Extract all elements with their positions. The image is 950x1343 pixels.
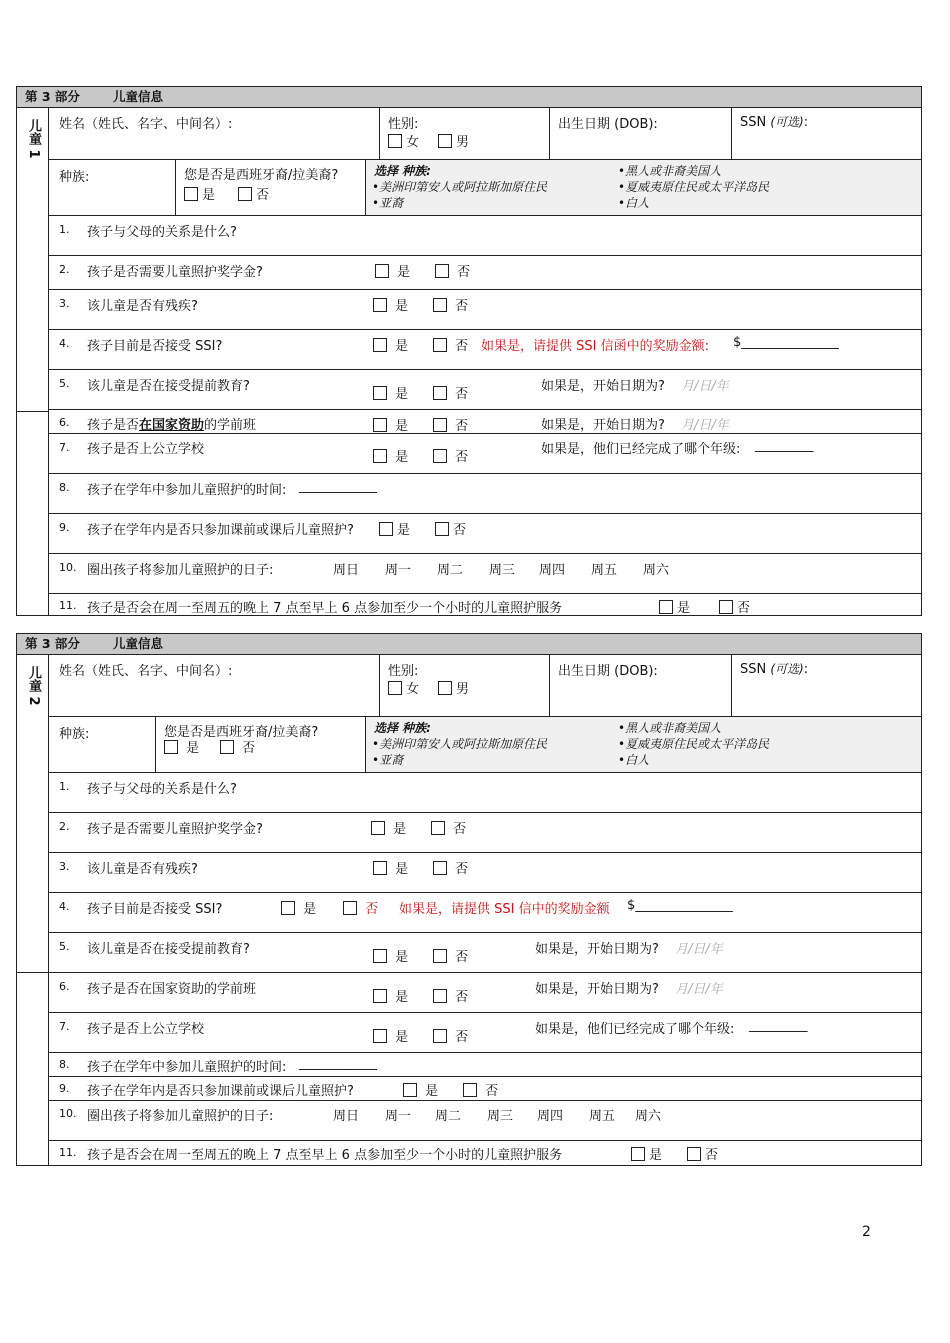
day-option[interactable]: 周一: [385, 563, 412, 578]
checkbox-icon[interactable]: [373, 338, 387, 352]
checkbox-icon[interactable]: [433, 386, 447, 400]
question-text: 该儿童是否在接受提前教育?: [87, 379, 250, 394]
child-2-section: [16, 633, 922, 1166]
child-side-label: 儿童 1: [26, 119, 41, 159]
day-option[interactable]: 周日: [333, 563, 360, 578]
identity-row: [49, 107, 921, 159]
race-label: 种族:: [59, 727, 90, 742]
checkbox-icon[interactable]: [371, 821, 385, 835]
gender-female-option[interactable]: 女: [388, 131, 419, 150]
no-option[interactable]: 否: [435, 519, 466, 538]
checkbox-icon[interactable]: [433, 338, 447, 352]
race-option[interactable]: •美洲印第安人或阿拉斯加原住民: [372, 737, 548, 751]
ssn-label: SSN (可选):: [740, 115, 809, 130]
gender-male-option[interactable]: 男: [438, 678, 469, 697]
checkbox-icon[interactable]: [433, 949, 447, 963]
no-option[interactable]: 否: [463, 1080, 498, 1099]
yes-option[interactable]: 是: [281, 898, 316, 917]
day-option[interactable]: 周六: [635, 1109, 662, 1124]
checkbox-icon[interactable]: [184, 187, 198, 201]
question-row: [49, 852, 921, 892]
section-title: 儿童信息: [113, 89, 164, 104]
gender-female-option[interactable]: 女: [388, 678, 419, 697]
race-select-label: 选择 种族:: [374, 721, 431, 735]
question-text: 孩子目前是否接受 SSI?: [87, 902, 223, 917]
hispanic-yes-option[interactable]: 是: [164, 737, 199, 756]
question-row: [49, 215, 921, 255]
question-number: 1.: [59, 223, 70, 236]
yes-option[interactable]: 是: [373, 1026, 408, 1045]
gender-male-option[interactable]: 男: [438, 131, 469, 150]
question-text: 孩子目前是否接受 SSI?: [87, 339, 223, 354]
grade-field[interactable]: _________: [755, 438, 814, 453]
no-option[interactable]: 否: [433, 446, 468, 465]
day-option[interactable]: 周六: [643, 563, 670, 578]
grade-label: 如果是，他们已经完成了哪个年级:: [535, 1022, 735, 1037]
question-row: [49, 255, 921, 289]
race-row: [49, 716, 921, 772]
question-row: [49, 593, 921, 615]
name-label: 姓名（姓氏、名字、中间名）:: [59, 664, 233, 679]
child-side-column: [17, 107, 49, 615]
checkbox-icon[interactable]: [435, 264, 449, 278]
race-option[interactable]: •夏威夷原住民或太平洋岛民: [618, 737, 770, 751]
checkbox-icon[interactable]: [433, 449, 447, 463]
question-number: 4.: [59, 337, 70, 350]
question-text: 孩子与父母的关系是什么?: [87, 225, 237, 240]
race-label: 种族:: [59, 170, 90, 185]
gender-label: 性别:: [388, 664, 419, 679]
hispanic-question: 您是否是西班牙裔/拉美裔?: [184, 168, 339, 183]
race-option[interactable]: •夏威夷原住民或太平洋岛民: [618, 180, 770, 194]
question-row: [49, 553, 921, 593]
yes-option[interactable]: 是: [371, 818, 406, 837]
checkbox-icon[interactable]: [433, 418, 447, 432]
side-divider: [17, 411, 49, 412]
checkbox-icon[interactable]: [373, 861, 387, 875]
day-option[interactable]: 周日: [333, 1109, 360, 1124]
day-option[interactable]: 周三: [487, 1109, 514, 1124]
yes-option[interactable]: 是: [373, 946, 408, 965]
checkbox-icon[interactable]: [238, 187, 252, 201]
start-date-label: 如果是，开始日期为?: [535, 942, 659, 957]
checkbox-icon[interactable]: [343, 901, 357, 915]
gender-label: 性别:: [388, 117, 419, 132]
checkbox-icon[interactable]: [438, 681, 452, 695]
ssn-cell: [731, 654, 921, 716]
ssn-cell: [731, 107, 921, 159]
start-date-label: 如果是，开始日期为?: [541, 379, 665, 394]
question-text: 孩子是否会在周一至周五的晚上 7 点至早上 6 点参加至少一个小时的儿童照护服务: [87, 601, 563, 616]
checkbox-icon[interactable]: [373, 418, 387, 432]
question-text: 该儿童是否有残疾?: [87, 862, 198, 877]
checkbox-icon[interactable]: [433, 989, 447, 1003]
checkbox-icon[interactable]: [281, 901, 295, 915]
hispanic-cell: [175, 160, 365, 215]
checkbox-icon[interactable]: [433, 1029, 447, 1043]
question-row: [49, 1052, 921, 1076]
hispanic-no-option[interactable]: 否: [220, 737, 255, 756]
day-option[interactable]: 周二: [437, 563, 464, 578]
question-row: [49, 892, 921, 932]
checkbox-icon[interactable]: [433, 861, 447, 875]
question-text: 孩子是否会在周一至周五的晚上 7 点至早上 6 点参加至少一个小时的儿童照护服务: [87, 1148, 563, 1163]
checkbox-icon[interactable]: [373, 1029, 387, 1043]
question-text: 孩子是否需要儿童照护奖学金?: [87, 265, 263, 280]
question-number: 6.: [59, 416, 70, 429]
no-option[interactable]: 否: [433, 1026, 468, 1045]
question-row: [49, 1076, 921, 1100]
child-side-label: 儿童 2: [26, 666, 41, 706]
question-row: [49, 409, 921, 433]
question-text: 孩子与父母的关系是什么?: [87, 782, 237, 797]
gender-cell: [379, 107, 549, 159]
checkbox-icon[interactable]: [375, 264, 389, 278]
question-number: 9.: [59, 1082, 70, 1095]
question-text: 孩子在学年中参加儿童照护的时间:: [87, 1060, 287, 1075]
day-option[interactable]: 周五: [591, 563, 618, 578]
no-option[interactable]: 否: [433, 415, 468, 434]
question-text: 孩子是否上公立学校: [87, 442, 205, 457]
question-number: 5.: [59, 940, 70, 953]
start-date-field[interactable]: 月/日/年: [681, 379, 729, 394]
checkbox-icon[interactable]: [373, 386, 387, 400]
day-option[interactable]: 周三: [489, 563, 516, 578]
question-row: [49, 812, 921, 852]
yes-option[interactable]: 是: [403, 1080, 438, 1099]
question-number: 2.: [59, 263, 70, 276]
question-number: 9.: [59, 521, 70, 534]
checkbox-icon[interactable]: [435, 522, 449, 536]
care-time-field[interactable]: ____________: [299, 479, 377, 494]
question-row: [49, 369, 921, 409]
checkbox-icon[interactable]: [379, 522, 393, 536]
section-header: [17, 87, 921, 108]
no-option[interactable]: 否: [433, 858, 468, 877]
no-option[interactable]: 否: [433, 383, 468, 402]
identity-row: [49, 654, 921, 716]
grade-label: 如果是，他们已经完成了哪个年级:: [541, 442, 741, 457]
race-option[interactable]: •黑人或非裔美国人: [618, 721, 722, 735]
no-option[interactable]: 否: [433, 335, 468, 354]
question-row: [49, 1012, 921, 1052]
hispanic-no-option[interactable]: 否: [238, 184, 269, 203]
question-number: 2.: [59, 820, 70, 833]
checkbox-icon[interactable]: [631, 1147, 645, 1161]
question-text: 孩子是否上公立学校: [87, 1022, 205, 1037]
hispanic-question: 您是否是西班牙裔/拉美裔?: [164, 725, 319, 740]
name-label: 姓名（姓氏、名字、中间名）:: [59, 117, 233, 132]
question-row: [49, 513, 921, 553]
checkbox-icon[interactable]: [220, 740, 234, 754]
question-number: 1.: [59, 780, 70, 793]
race-option[interactable]: •亚裔: [372, 196, 404, 210]
question-text: 孩子在学年中参加儿童照护的时间:: [87, 483, 287, 498]
race-option[interactable]: •白人: [618, 753, 650, 767]
race-option[interactable]: •亚裔: [372, 753, 404, 767]
ssn-label: SSN (可选):: [740, 662, 809, 677]
checkbox-icon[interactable]: [438, 134, 452, 148]
question-number: 7.: [59, 1020, 70, 1033]
question-number: 4.: [59, 900, 70, 913]
question-text: 孩子是否在国家资助的学前班: [87, 982, 257, 997]
yes-option[interactable]: 是: [379, 519, 410, 538]
question-number: 10.: [59, 1107, 77, 1120]
checkbox-icon[interactable]: [433, 298, 447, 312]
section-title: 儿童信息: [113, 636, 164, 651]
race-select-cell: [365, 717, 921, 772]
no-option[interactable]: 否: [433, 295, 468, 314]
no-option[interactable]: 否: [433, 946, 468, 965]
question-number: 3.: [59, 860, 70, 873]
question-row: [49, 772, 921, 812]
checkbox-icon[interactable]: [719, 600, 733, 614]
dob-cell: [549, 654, 731, 716]
ssi-note: 如果是，请提供 SSI 信函中的奖励金额:: [481, 339, 709, 354]
checkbox-icon[interactable]: [373, 949, 387, 963]
race-row: [49, 159, 921, 215]
question-number: 7.: [59, 441, 70, 454]
care-time-field[interactable]: ____________: [299, 1056, 377, 1071]
checkbox-icon[interactable]: [164, 740, 178, 754]
question-number: 3.: [59, 297, 70, 310]
yes-option[interactable]: 是: [373, 858, 408, 877]
race-option[interactable]: •白人: [618, 196, 650, 210]
race-select-cell: [365, 160, 921, 215]
gender-cell: [379, 654, 549, 716]
checkbox-icon[interactable]: [373, 449, 387, 463]
question-number: 6.: [59, 980, 70, 993]
day-option[interactable]: 周五: [589, 1109, 616, 1124]
grade-field[interactable]: _________: [749, 1018, 808, 1033]
race-option[interactable]: •黑人或非裔美国人: [618, 164, 722, 178]
no-option[interactable]: 否: [719, 597, 750, 616]
question-row: [49, 972, 921, 1012]
question-number: 8.: [59, 481, 70, 494]
question-text: 圈出孩子将参加儿童照护的日子:: [87, 1109, 274, 1124]
dob-label: 出生日期 (DOB):: [558, 117, 658, 132]
checkbox-icon[interactable]: [373, 298, 387, 312]
question-text: 孩子在学年内是否只参加课前或课后儿童照护?: [87, 1084, 354, 1099]
day-option[interactable]: 周四: [539, 563, 566, 578]
question-number: 11.: [59, 1146, 77, 1159]
dob-cell: [549, 107, 731, 159]
question-row: [49, 289, 921, 329]
section-label: 第 3 部分: [25, 89, 80, 104]
question-text: 圈出孩子将参加儿童照护的日子:: [87, 563, 274, 578]
yes-option[interactable]: 是: [373, 986, 408, 1005]
yes-option[interactable]: 是: [373, 415, 408, 434]
question-row: [49, 932, 921, 972]
checkbox-icon[interactable]: [687, 1147, 701, 1161]
question-number: 10.: [59, 561, 77, 574]
ssi-amount-field[interactable]: $_______________: [733, 335, 839, 350]
checkbox-icon[interactable]: [659, 600, 673, 614]
no-option[interactable]: 否: [687, 1144, 718, 1163]
checkbox-icon[interactable]: [373, 989, 387, 1003]
checkbox-icon[interactable]: [403, 1083, 417, 1097]
yes-option[interactable]: 是: [631, 1144, 662, 1163]
section-header: [17, 634, 921, 655]
no-option[interactable]: 否: [435, 261, 470, 280]
child-1-section: [16, 86, 922, 616]
yes-option[interactable]: 是: [373, 335, 408, 354]
hispanic-yes-option[interactable]: 是: [184, 184, 215, 203]
yes-option[interactable]: 是: [659, 597, 690, 616]
no-option[interactable]: 否: [433, 986, 468, 1005]
race-select-label: 选择 种族:: [374, 164, 431, 178]
question-number: 8.: [59, 1058, 70, 1071]
dob-label: 出生日期 (DOB):: [558, 664, 658, 679]
hispanic-cell: [155, 717, 365, 772]
question-number: 11.: [59, 599, 77, 612]
page-number: 2: [862, 1224, 871, 1240]
checkbox-icon[interactable]: [463, 1083, 477, 1097]
no-option[interactable]: 否: [431, 818, 466, 837]
day-option[interactable]: 周二: [435, 1109, 462, 1124]
start-date-field[interactable]: 月/日/年: [675, 982, 723, 997]
no-option[interactable]: 否: [343, 898, 378, 917]
start-date-field[interactable]: 月/日/年: [681, 418, 729, 433]
ssi-amount-field[interactable]: $_______________: [627, 898, 733, 913]
question-row: [49, 1140, 921, 1165]
question-text: 孩子在学年内是否只参加课前或课后儿童照护?: [87, 523, 354, 538]
child-side-column: [17, 654, 49, 1165]
race-option[interactable]: •美洲印第安人或阿拉斯加原住民: [372, 180, 548, 194]
question-row: [49, 1100, 921, 1140]
day-option[interactable]: 周一: [385, 1109, 412, 1124]
yes-option[interactable]: 是: [373, 446, 408, 465]
question-text: 孩子是否需要儿童照护奖学金?: [87, 822, 263, 837]
question-row: [49, 473, 921, 513]
start-date-label: 如果是，开始日期为?: [541, 418, 665, 433]
checkbox-icon[interactable]: [388, 681, 402, 695]
question-text: 该儿童是否在接受提前教育?: [87, 942, 250, 957]
day-option[interactable]: 周四: [537, 1109, 564, 1124]
yes-option[interactable]: 是: [375, 261, 410, 280]
section-label: 第 3 部分: [25, 636, 80, 651]
question-text: 该儿童是否有残疾?: [87, 299, 198, 314]
question-row: [49, 433, 921, 473]
start-date-field[interactable]: 月/日/年: [675, 942, 723, 957]
ssi-note: 如果是，请提供 SSI 信中的奖励金额: [399, 902, 610, 917]
yes-option[interactable]: 是: [373, 383, 408, 402]
checkbox-icon[interactable]: [388, 134, 402, 148]
question-text: 孩子是否在国家资助的学前班: [87, 418, 257, 433]
start-date-label: 如果是，开始日期为?: [535, 982, 659, 997]
checkbox-icon[interactable]: [431, 821, 445, 835]
question-number: 5.: [59, 377, 70, 390]
side-divider: [17, 972, 49, 973]
yes-option[interactable]: 是: [373, 295, 408, 314]
question-row: [49, 329, 921, 369]
